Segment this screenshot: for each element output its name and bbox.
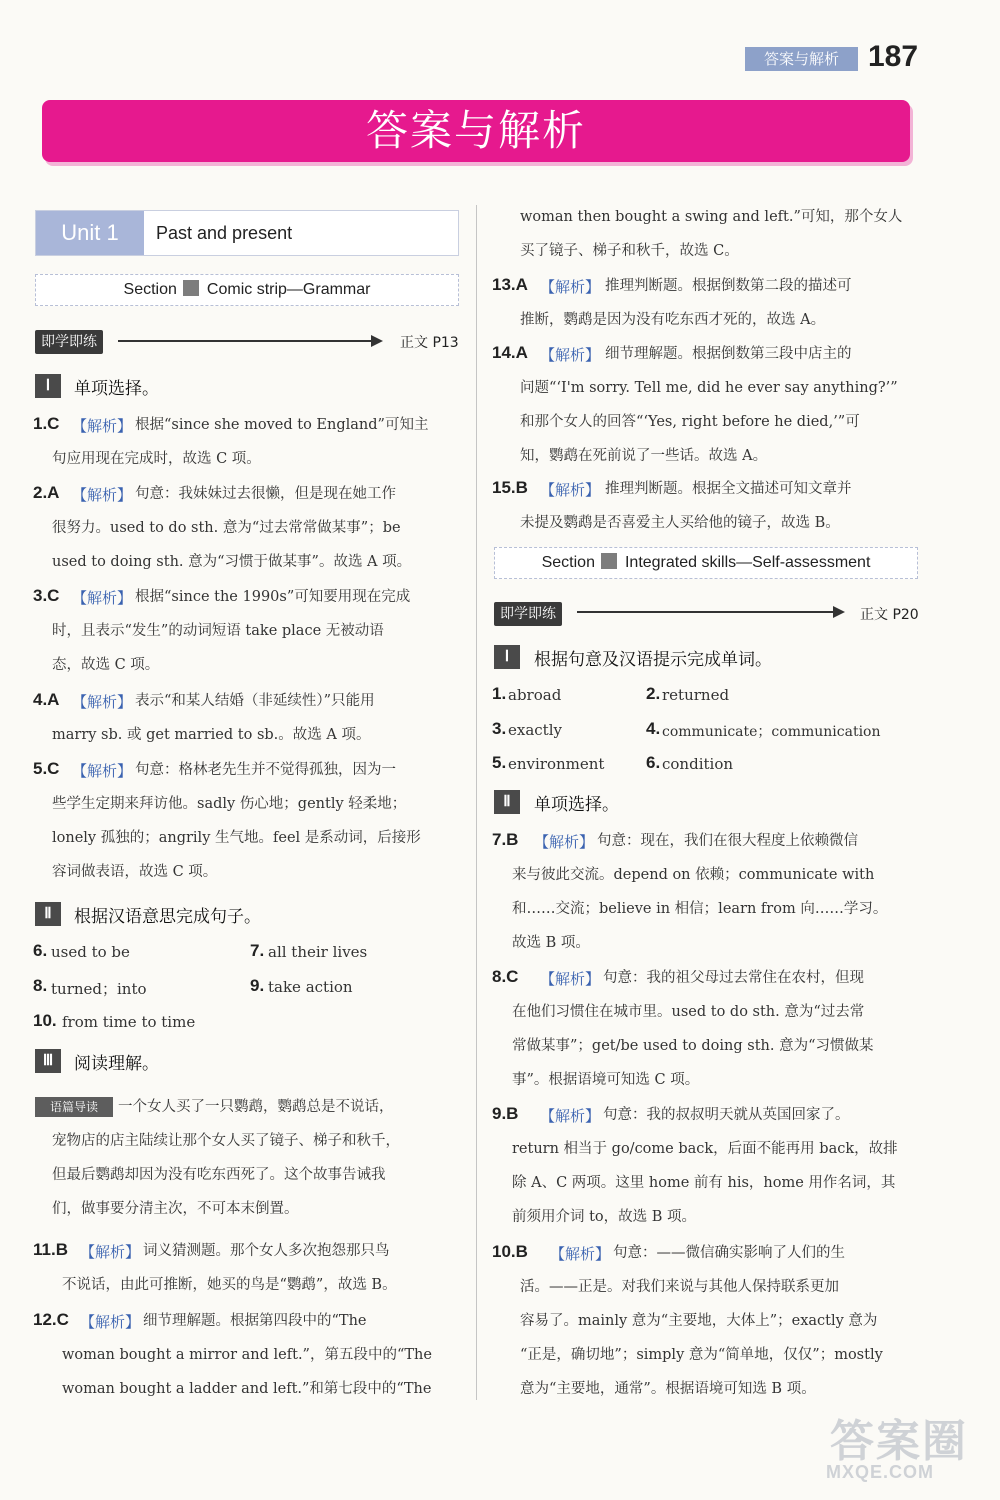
banner-title: 答案与解析 bbox=[365, 106, 586, 155]
arrow-line bbox=[577, 611, 835, 613]
text-page-ref: 正文 P13 bbox=[400, 335, 459, 351]
part-number: Ⅱ bbox=[35, 902, 61, 926]
answer-line: 事”。根据语境可知选 C 项。 bbox=[512, 1072, 700, 1088]
question-number: 10.B bbox=[492, 1242, 528, 1261]
answer-line: 些学生定期来拜访他。sadly 伤心地；gently 轻柔地； bbox=[52, 796, 407, 812]
blank-number: 2. bbox=[646, 684, 661, 703]
part-title: 根据句意及汉语提示完成单词。 bbox=[534, 650, 772, 670]
section-header-2 bbox=[494, 547, 918, 579]
question-number: 12.C bbox=[33, 1310, 69, 1329]
guide-line: 们，做事要分清主次，不可本末倒置。 bbox=[52, 1201, 299, 1217]
answer-line: 知，鹦鹉在死前说了一些话。故选 A。 bbox=[520, 448, 768, 464]
text-page-ref: 正文 P20 bbox=[860, 607, 919, 623]
analysis-label: 【解析】 bbox=[80, 1313, 141, 1331]
answer-line: 意为“主要地，通常”。根据语境可知选 B 项。 bbox=[520, 1381, 816, 1397]
answer-line: used to doing sth. 意为“习惯于做某事”。故选 A 项。 bbox=[52, 554, 412, 570]
part-number: Ⅱ bbox=[494, 790, 520, 814]
answer-line: 根据“since she moved to England”可知主 bbox=[135, 417, 429, 433]
question-number: 9.B bbox=[492, 1104, 519, 1123]
answer-line: 句意：我的叔叔明天就从英国回家了。 bbox=[603, 1107, 850, 1123]
question-number: 4.A bbox=[33, 690, 60, 709]
answer-line: 和那个女人的回答“‘Yes, right before he died,’”可 bbox=[520, 414, 860, 430]
analysis-label: 【解析】 bbox=[550, 1245, 611, 1263]
answer-line: 句应用现在完成时，故选 C 项。 bbox=[52, 451, 261, 467]
answer-line: 前须用介词 to，故选 B 项。 bbox=[512, 1209, 697, 1225]
part-title: 阅读理解。 bbox=[74, 1054, 159, 1074]
answer-line: marry sb. 或 get married to sb.。故选 A 项。 bbox=[52, 727, 371, 743]
answer-line: 推断，鹦鹉是因为没有吃东西才死的，故选 A。 bbox=[520, 312, 826, 328]
answer-line: 根据“since the 1990s”可知要用现在完成 bbox=[135, 589, 411, 605]
passage-guide-tag: 语篇导读 bbox=[35, 1097, 113, 1117]
answer-line: 句意：格林老先生并不觉得孤独，因为一 bbox=[135, 762, 396, 778]
blank-number: 10. bbox=[33, 1011, 57, 1030]
blank-number: 7. bbox=[250, 941, 265, 960]
answer-line: 买了镜子、梯子和秋千，故选 C。 bbox=[520, 243, 739, 259]
section-title: Comic strip—Grammar bbox=[206, 281, 371, 298]
analysis-label: 【解析】 bbox=[72, 762, 133, 780]
blank-number: 9. bbox=[250, 976, 265, 995]
question-number: 7.B bbox=[492, 830, 519, 849]
blank-answer: communicate；communication bbox=[662, 724, 881, 740]
answer-line: 容词做表语，故选 C 项。 bbox=[52, 864, 218, 880]
answer-line: 除 A、C 两项。这里 home 前有 his，home 用作名词，其 bbox=[512, 1175, 896, 1191]
answer-line: 细节理解题。根据倒数第三段中店主的 bbox=[605, 346, 852, 362]
answer-line: return 相当于 go/come back，后面不能再用 back，故排 bbox=[512, 1141, 898, 1157]
answer-line: 常做某事”；get/be used to doing sth. 意为“习惯做某 bbox=[512, 1038, 874, 1054]
blank-number: 3. bbox=[492, 719, 507, 738]
answer-line: 词义猜测题。那个女人多次抱怨那只鸟 bbox=[143, 1243, 390, 1259]
blank-number: 6. bbox=[646, 753, 661, 772]
blank-number: 8. bbox=[33, 976, 48, 995]
analysis-label: 【解析】 bbox=[540, 1107, 601, 1125]
blank-answer: returned bbox=[662, 686, 730, 704]
part-number: Ⅰ bbox=[494, 645, 520, 669]
blank-number: 4. bbox=[646, 719, 661, 738]
unit-title: Past and present bbox=[156, 223, 293, 243]
analysis-label: 【解析】 bbox=[540, 970, 601, 988]
answer-line: 在他们习惯住在城市里。used to do sth. 意为“过去常 bbox=[512, 1004, 865, 1020]
analysis-label: 【解析】 bbox=[72, 486, 133, 504]
part-title: 单项选择。 bbox=[74, 379, 159, 399]
watermark-logo: 答案圈 bbox=[830, 1416, 968, 1467]
answer-line: 句意：——微信确实影响了人们的生 bbox=[613, 1245, 845, 1261]
blank-number: 5. bbox=[492, 753, 507, 772]
blank-answer: abroad bbox=[508, 686, 562, 704]
question-number: 2.A bbox=[33, 483, 60, 502]
blank-answer: condition bbox=[662, 755, 734, 773]
question-number: 3.C bbox=[33, 586, 60, 605]
analysis-label: 【解析】 bbox=[72, 589, 133, 607]
column-divider bbox=[476, 205, 477, 1400]
section-header-1 bbox=[35, 274, 459, 306]
part-number: Ⅰ bbox=[35, 374, 61, 398]
blank-answer: exactly bbox=[508, 721, 562, 739]
answer-line: woman then bought a swing and left.”可知，那个女人 bbox=[520, 209, 903, 225]
answer-line: 推理判断题。根据全文描述可知文章并 bbox=[605, 481, 852, 497]
guide-line: 但最后鹦鹉却因为没有吃东西死了。这个故事告诫我 bbox=[52, 1167, 386, 1183]
answer-line: 容易了。mainly 意为“主要地，大体上”；exactly 意为 bbox=[520, 1313, 878, 1329]
section-prefix: Section bbox=[123, 281, 177, 298]
blank-answer: turned；into bbox=[51, 980, 147, 998]
analysis-label: 【解析】 bbox=[72, 417, 133, 435]
answer-line: lonely 孤独的；angrily 生气地。feel 是系动词，后接形 bbox=[52, 830, 421, 846]
question-number: 8.C bbox=[492, 967, 519, 986]
header-section-tag: 答案与解析 bbox=[745, 47, 858, 71]
answer-line: 问题“‘I'm sorry. Tell me, did he ever say anything?’” bbox=[520, 380, 898, 396]
analysis-label: 【解析】 bbox=[540, 481, 601, 499]
section-prefix: Section bbox=[541, 554, 595, 571]
question-number: 1.C bbox=[33, 414, 60, 433]
section-number-mark bbox=[601, 553, 617, 569]
question-number: 13.A bbox=[492, 275, 528, 294]
analysis-label: 【解析】 bbox=[540, 278, 601, 296]
answer-line: 故选 B 项。 bbox=[512, 935, 590, 951]
answer-line: 来与彼此交流。depend on 依赖；communicate with bbox=[512, 867, 875, 883]
answer-line: 不说话，由此可推断，她买的鸟是“鹦鹉”，故选 B。 bbox=[62, 1277, 397, 1293]
answer-line: 活。——正是。对我们来说与其他人保持联系更加 bbox=[520, 1279, 839, 1295]
blank-answer: environment bbox=[508, 755, 605, 773]
arrow-head-icon bbox=[371, 335, 383, 347]
blank-answer: used to be bbox=[51, 943, 130, 961]
practice-tag: 即学即练 bbox=[35, 330, 103, 354]
blank-answer: all their lives bbox=[268, 943, 368, 961]
question-number: 15.B bbox=[492, 478, 528, 497]
guide-line: 一个女人买了一只鹦鹉，鹦鹉总是不说话， bbox=[118, 1099, 394, 1115]
analysis-label: 【解析】 bbox=[80, 1243, 141, 1261]
arrow-line bbox=[118, 340, 373, 342]
page-number: 187 bbox=[868, 40, 919, 73]
answer-line: 表示“和某人结婚（非延续性）”只能用 bbox=[135, 693, 375, 709]
practice-tag: 即学即练 bbox=[494, 602, 562, 626]
unit-label: Unit 1 bbox=[36, 211, 144, 255]
unit-header bbox=[35, 210, 459, 256]
answer-line: 句意：我的祖父母过去常住在农村，但现 bbox=[603, 970, 864, 986]
section-number-mark bbox=[183, 280, 199, 296]
answer-line: 句意：我妹妹过去很懒，但是现在她工作 bbox=[135, 486, 396, 502]
blank-answer: take action bbox=[268, 978, 353, 996]
analysis-label: 【解析】 bbox=[72, 693, 133, 711]
section-title: Integrated skills—Self-assessment bbox=[624, 554, 871, 571]
question-number: 5.C bbox=[33, 759, 60, 778]
answer-line: 态，故选 C 项。 bbox=[52, 657, 160, 673]
guide-line: 宠物店的店主陆续让那个女人买了镜子、梯子和秋千， bbox=[52, 1133, 400, 1149]
analysis-label: 【解析】 bbox=[540, 346, 601, 364]
title-banner bbox=[42, 100, 910, 162]
part-title: 单项选择。 bbox=[534, 795, 619, 815]
answer-line: 和……交流；believe in 相信；learn from 向……学习。 bbox=[512, 901, 888, 917]
answer-line: 很努力。used to do sth. 意为“过去常常做某事”；be bbox=[52, 520, 401, 536]
answer-line: woman bought a mirror and left.”，第五段中的“The bbox=[62, 1347, 432, 1363]
question-number: 11.B bbox=[33, 1240, 68, 1259]
blank-answer: from time to time bbox=[62, 1013, 196, 1031]
question-number: 14.A bbox=[492, 343, 528, 362]
blank-number: 6. bbox=[33, 941, 48, 960]
answer-line: 推理判断题。根据倒数第二段的描述可 bbox=[605, 278, 852, 294]
arrow-head-icon bbox=[833, 606, 845, 618]
answer-line: “正是，确切地”；simply 意为“简单地，仅仅”；mostly bbox=[520, 1347, 883, 1363]
answer-line: 时，且表示“发生”的动词短语 take place 无被动语 bbox=[52, 623, 384, 639]
answer-line: 未提及鹦鹉是否喜爱主人买给他的镜子，故选 B。 bbox=[520, 515, 840, 531]
answer-line: woman bought a ladder and left.”和第七段中的“The bbox=[62, 1381, 432, 1397]
answer-line: 细节理解题。根据第四段中的“The bbox=[143, 1313, 367, 1329]
answer-line: 句意：现在，我们在很大程度上依赖微信 bbox=[597, 833, 858, 849]
part-title: 根据汉语意思完成句子。 bbox=[74, 907, 261, 927]
blank-number: 1. bbox=[492, 684, 507, 703]
part-number: Ⅲ bbox=[35, 1049, 61, 1073]
watermark-url: MXQE.COM bbox=[826, 1462, 935, 1482]
analysis-label: 【解析】 bbox=[534, 833, 595, 851]
